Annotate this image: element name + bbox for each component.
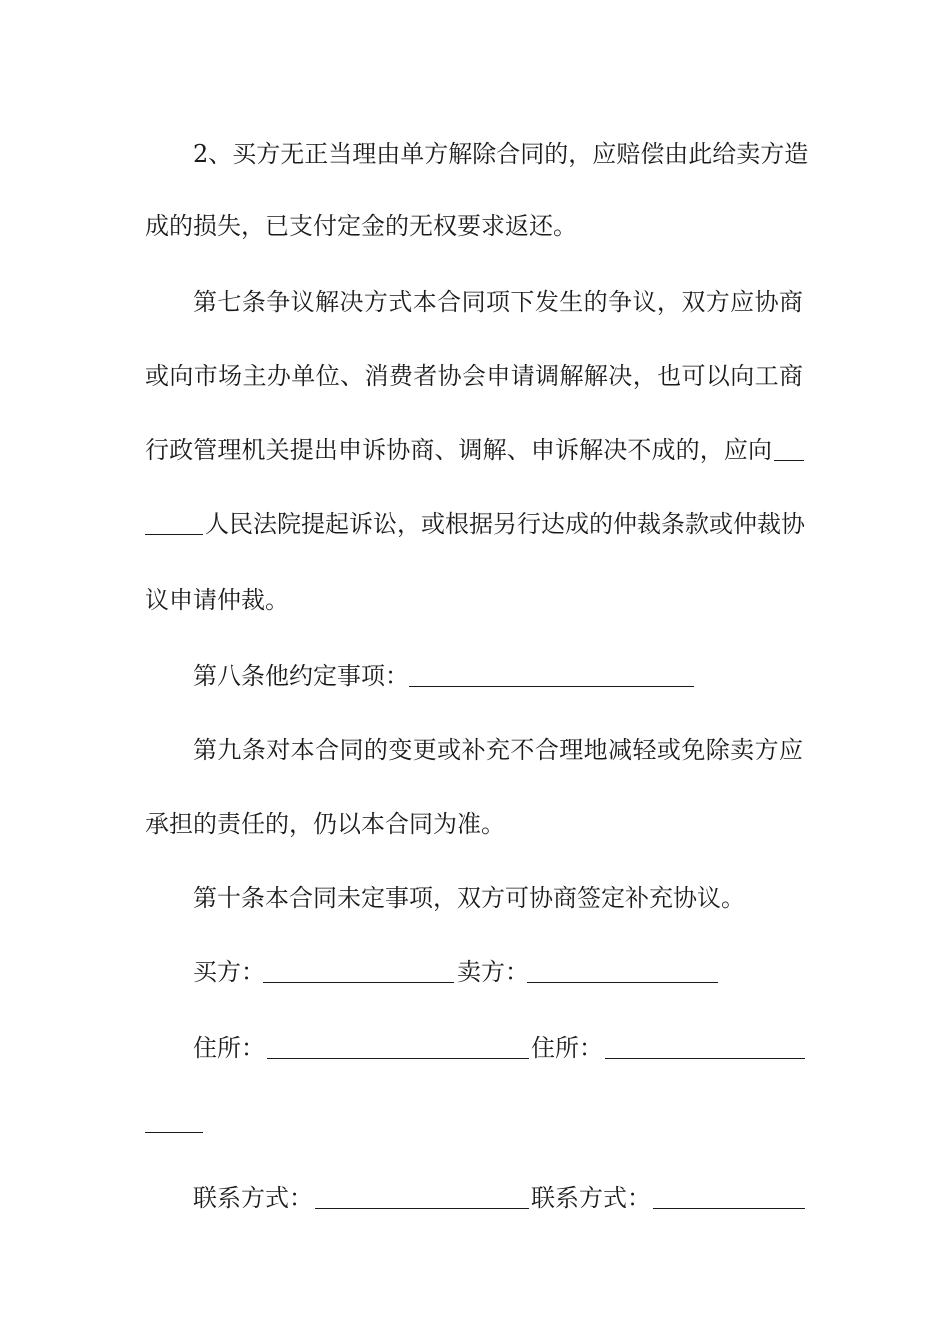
seller-address-label: 住所： [531, 1034, 603, 1062]
party-line [0, 954, 950, 990]
article-9-line-1 [0, 732, 950, 768]
paragraph-text: 行政管理机关提出申诉协商、调解、申诉解决不成的，应向 [145, 436, 772, 464]
buyer-blank [263, 982, 454, 983]
paragraph-text: 人民法院提起诉讼，或根据另行达成的仲裁条款或仲裁协 [205, 510, 805, 538]
article-8-line [0, 658, 950, 694]
address-line-continued [0, 1104, 950, 1140]
paragraph-1-line-1 [0, 136, 950, 172]
paragraph-text: 2、买方无正当理由单方解除合同的，应赔偿由此给卖方造 [193, 140, 809, 168]
paragraph-text: 第七条争议解决方式本合同项下发生的争议，双方应协商 [193, 288, 803, 316]
article-7-line-1 [0, 284, 950, 320]
contact-line [0, 1180, 950, 1216]
article-9-line-2 [0, 806, 950, 842]
paragraph-1-line-2 [0, 208, 950, 244]
paragraph-text: 或向市场主办单位、消费者协会申请调解解决，也可以向工商 [145, 362, 803, 390]
seller-address-blank [605, 1058, 805, 1059]
article-10-line [0, 880, 950, 916]
court-name-blank-end [145, 534, 203, 535]
address-line [0, 1030, 950, 1066]
paragraph-text: 议申请仲裁。 [145, 586, 289, 614]
buyer-contact-blank [315, 1208, 529, 1209]
other-matters-blank [409, 686, 694, 687]
article-8-label: 第八条他约定事项： [193, 662, 409, 690]
seller-contact-label: 联系方式： [531, 1184, 651, 1212]
court-name-blank-start [774, 460, 804, 461]
paragraph-text: 承担的责任的，仍以本合同为准。 [145, 810, 505, 838]
buyer-label: 买方： [193, 958, 265, 986]
buyer-contact-label: 联系方式： [193, 1184, 313, 1212]
article-7-line-3 [0, 432, 950, 468]
buyer-address-blank [267, 1058, 529, 1059]
seller-contact-blank [653, 1208, 805, 1209]
paragraph-text: 第十条本合同未定事项，双方可协商签定补充协议。 [193, 884, 745, 912]
buyer-address-label: 住所： [193, 1034, 265, 1062]
seller-blank [527, 982, 718, 983]
seller-label: 卖方： [457, 958, 529, 986]
paragraph-text: 成的损失，已支付定金的无权要求返还。 [145, 212, 577, 240]
seller-address-blank-continued [145, 1132, 203, 1133]
article-7-line-2 [0, 358, 950, 394]
article-7-line-4 [0, 506, 950, 542]
article-7-line-5 [0, 582, 950, 618]
paragraph-text: 第九条对本合同的变更或补充不合理地减轻或免除卖方应 [193, 736, 803, 764]
